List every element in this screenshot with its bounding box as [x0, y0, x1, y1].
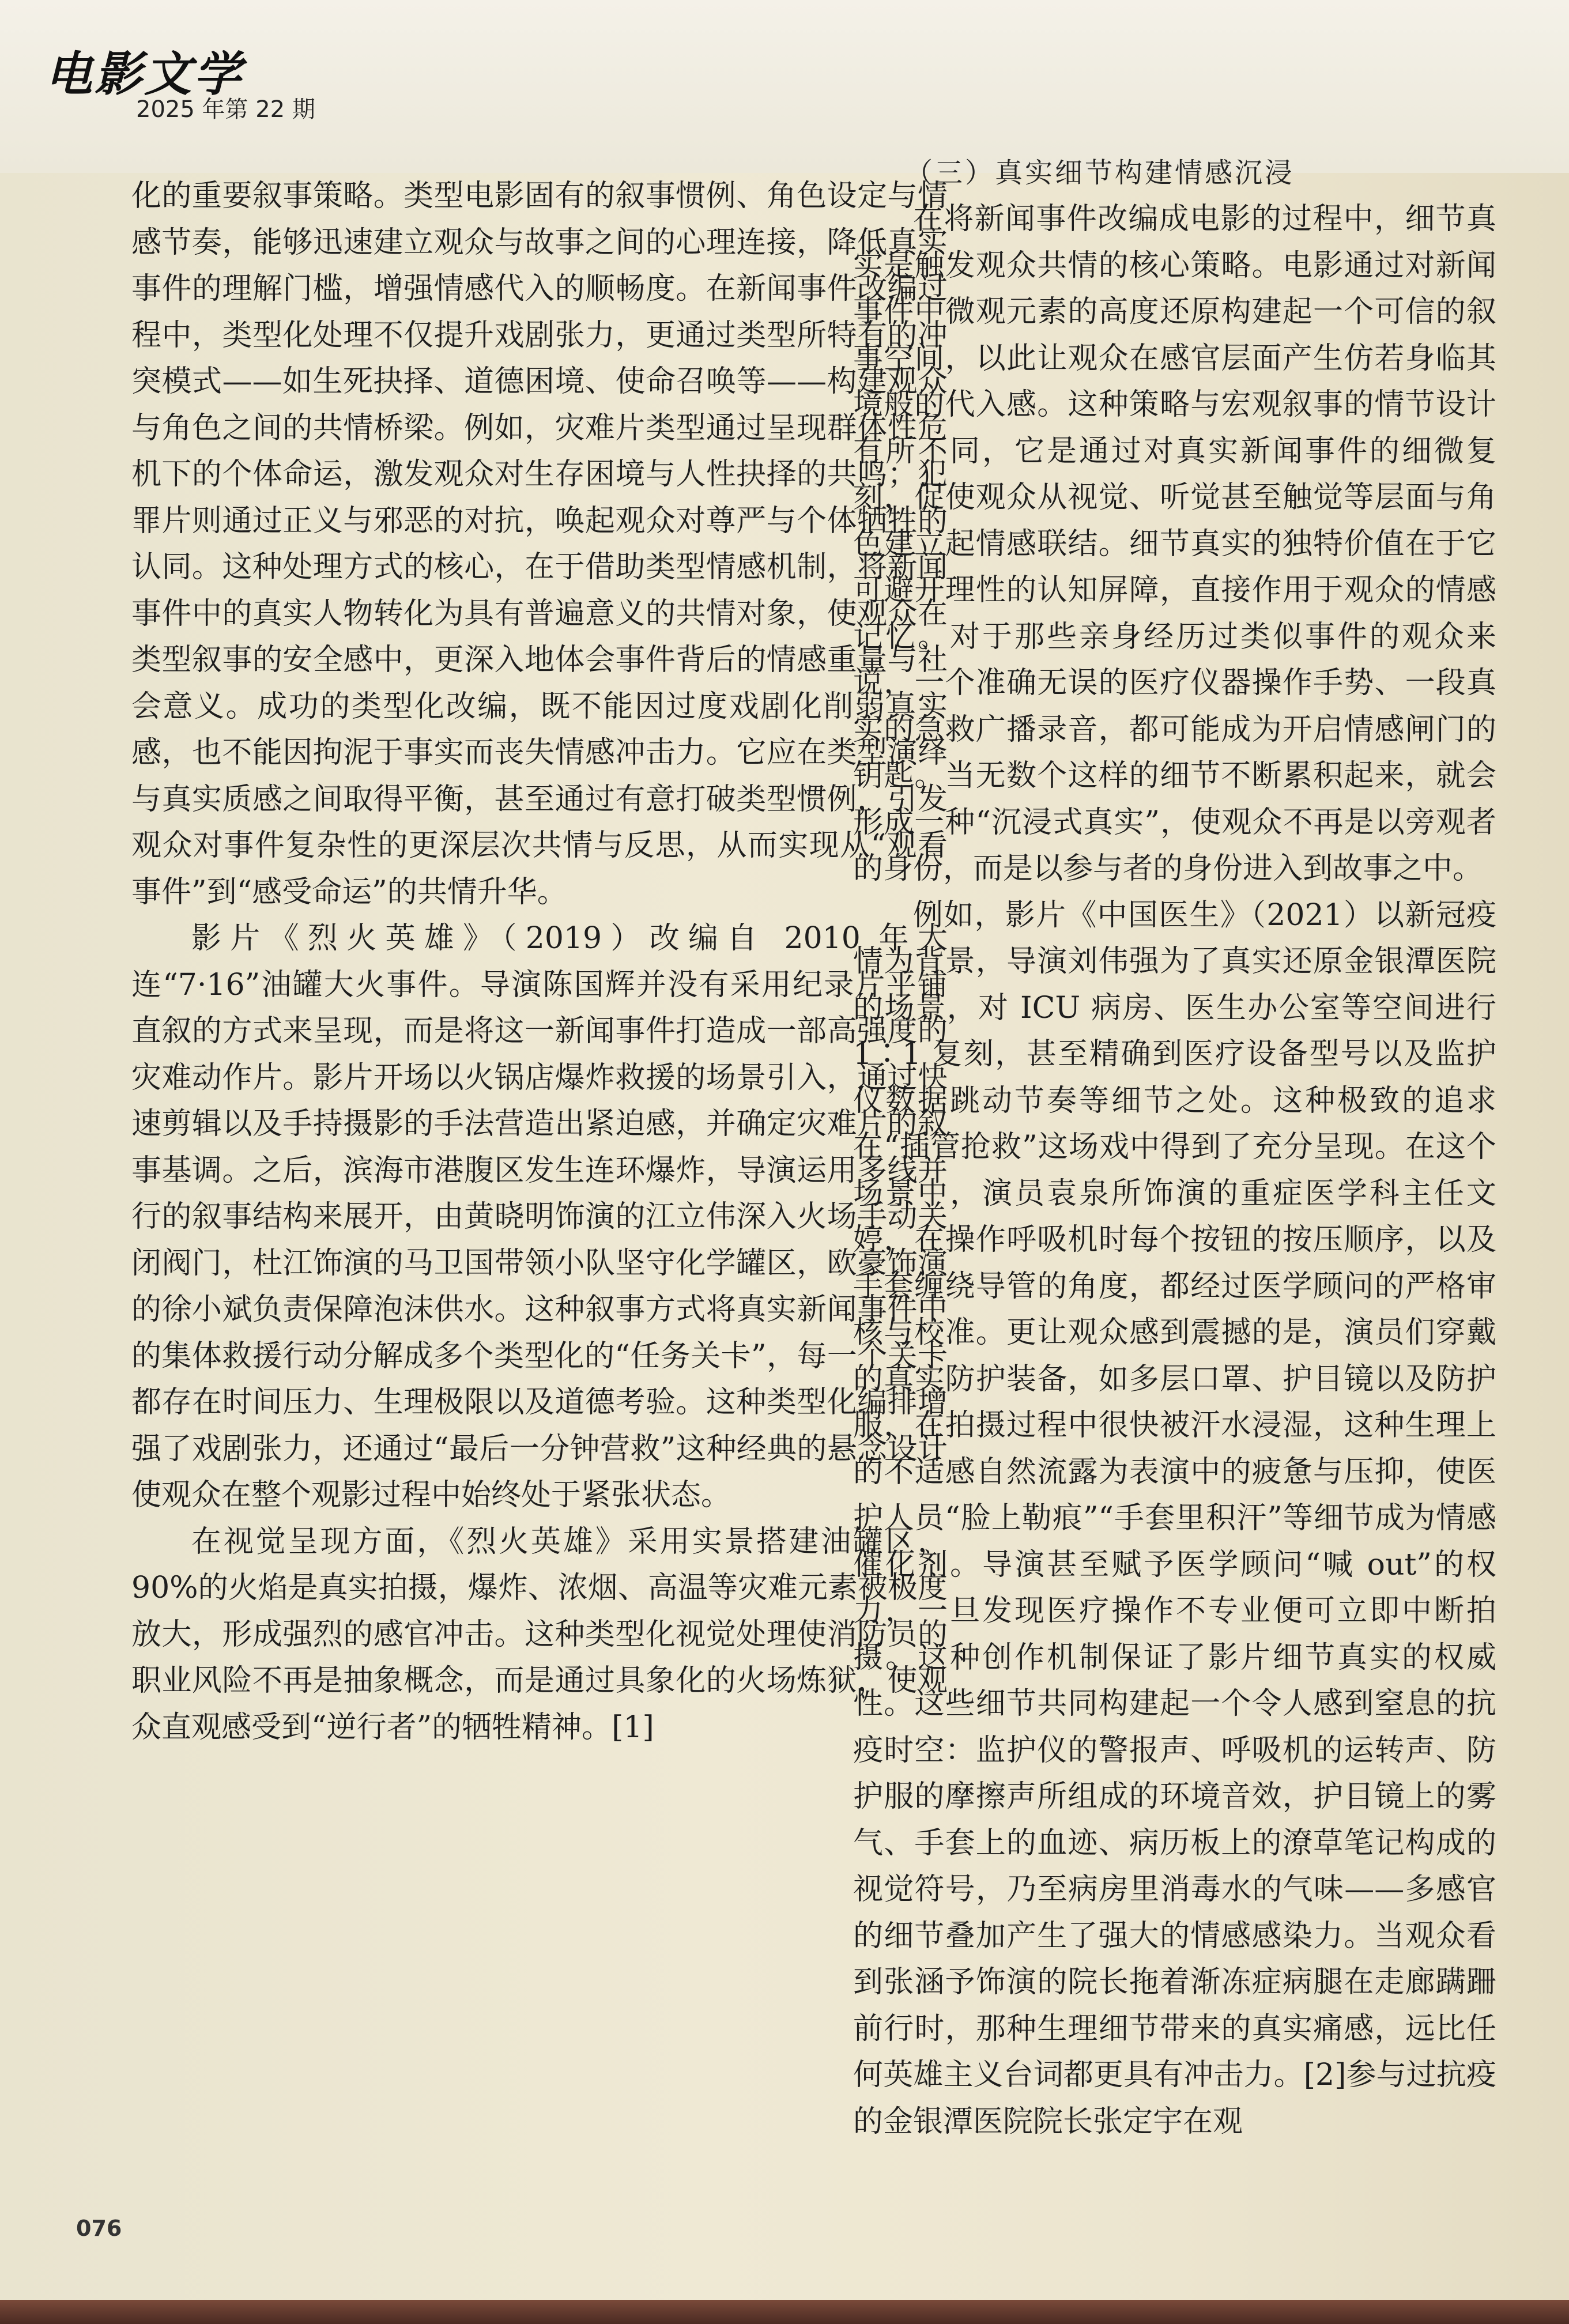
paragraph: 在视觉呈现方面，《烈火英雄》采用实景搭建油罐区，90%的火焰是真实拍摄，爆炸、浓烟、高温等灾难元素被极度放大，形成强烈的感官冲击。这种类型化视觉处理使消防员的职业风险不再是抽象概念，而是通过具象化的火场炼狱，使观众直观感受到“逆行者”的牺牲精神。[1]: [131, 1524, 948, 1745]
right-column: [853, 150, 1496, 2145]
journal-logo: 电影文学: [45, 47, 243, 102]
issue-label: 2025 年第 22 期: [136, 96, 315, 123]
paragraph: 化的重要叙事策略。类型电影固有的叙事惯例、角色设定与情感节奏，能够迅速建立观众与故事之间的心理连接，降低真实事件的理解门槛，增强情感代入的顺畅度。在新闻事件改编过程中，类型化处理不仅提升戏剧张力，更通过类型所特有的冲突模式——如生死抉择、道德困境、使命召唤等——构建观众与角色之间的共情桥梁。例如，灾难片类型通过呈现群体性危机下的个体命运，激发观众对生存困境与人性抉择的共鸣；犯罪片则通过正义与邪恶的对抗，唤起观众对尊严与个体牺牲的认同。这种处理方式的核心，在于借助类型情感机制，将新闻事件中的真实人物转化为具有普遍意义的共情对象，使观众在类型叙事的安全感中，更深入地体会事件背后的情感重量与社会意义。成功的类型化改编，既不能因过度戏剧化削弱真实感，也不能因拘泥于事实而丧失情感冲击力。它应在类型演绎与真实质感之间取得平衡，甚至通过有意打破类型惯例，引发观众对事件复杂性的更深层次共情与反思，从而实现从“观看事件”到“感受命运”的共情升华。: [131, 179, 948, 910]
left-column: [131, 173, 948, 1750]
bottom-edge: [0, 2300, 1569, 2324]
paragraph: 例如，影片《中国医生》（2021）以新冠疫情为背景，导演刘伟强为了真实还原金银潭医院的场景，对 ICU 病房、医生办公室等空间进行 1∶1 复刻，甚至精确到医疗设备型号以及监护仪数据跳动节奏等细节之处。这种极致的追求在“插管抢救”这场戏中得到了充分呈现。在这个场景中，演员袁泉所饰演的重症医学科主任文婷，在操作呼吸机时每个按钮的按压顺序，以及手套缠绕导管的角度，都经过医学顾问的严格审核与校准。更让观众感到震撼的是，演员们穿戴的真实防护装备，如多层口罩、护目镜以及防护服，在拍摄过程中很快被汗水浸湿，这种生理上的不适感自然流露为表演中的疲惫与压抑，使医护人员“脸上勒痕”“手套里积汗”等细节成为情感催化剂。导演甚至赋予医学顾问“喊 out”的权力，一旦发现医疗操作不专业便可立即中断拍摄。这种创作机制保证了影片细节真实的权威性。这些细节共同构建起一个令人感到窒息的抗疫时空：监护仪的警报声、呼吸机的运转声、防护服的摩擦声所组成的环境音效，护目镜上的雾气、手套上的血迹、病历板上的潦草笔记构成的视觉符号，乃至病房里消毒水的气味——多感官的细节叠加产生了强大的情感感染力。当观众看到张涵予饰演的院长拖着渐冻症病腿在走廊蹒跚前行时，那种生理细节带来的真实痛感，远比任何英雄主义台词都更具有冲击力。[2]参与过抗疫的金银潭医院院长张定宇在观: [853, 897, 1496, 2139]
paragraph: 影片《烈火英雄》（2019）改编自 2010 年大连“7·16”油罐大火事件。导演陈国辉并没有采用纪录片平铺直叙的方式来呈现，而是将这一新闻事件打造成一部高强度的灾难动作片。影片开场以火锅店爆炸救援的场景引入，通过快速剪辑以及手持摄影的手法营造出紧迫感，并确定灾难片的叙事基调。之后，滨海市港腹区发生连环爆炸，导演运用多线并行的叙事结构来展开，由黄晓明饰演的江立伟深入火场手动关闭阀门，杜江饰演的马卫国带领小队坚守化学罐区，欧豪饰演的徐小斌负责保障泡沫供水。这种叙事方式将真实新闻事件中的集体救援行动分解成多个类型化的“任务关卡”，每一个关卡都存在时间压力、生理极限以及道德考验。这种类型化编排增强了戏剧张力，还通过“最后一分钟营救”这种经典的悬念设计使观众在整个观影过程中始终处于紧张状态。: [131, 921, 948, 1512]
paragraph: 在将新闻事件改编成电影的过程中，细节真实是触发观众共情的核心策略。电影通过对新闻事件中微观元素的高度还原构建起一个可信的叙事空间，以此让观众在感官层面产生仿若身临其境般的代入感。这种策略与宏观叙事的情节设计有所不同，它是通过对真实新闻事件的细微复刻，促使观众从视觉、听觉甚至触觉等层面与角色建立起情感联结。细节真实的独特价值在于它可避开理性的认知屏障，直接作用于观众的情感记忆。对于那些亲身经历过类似事件的观众来说，一个准确无误的医疗仪器操作手势、一段真实的急救广播录音，都可能成为开启情感闸门的钥匙。当无数个这样的细节不断累积起来，就会形成一种“沉浸式真实”，使观众不再是以旁观者的身份，而是以参与者的身份进入到故事之中。: [853, 202, 1496, 886]
page-number: 076: [76, 2216, 122, 2241]
page-header: [0, 0, 1569, 173]
section-heading: （三）真实细节构建情感沉浸: [905, 157, 1295, 189]
